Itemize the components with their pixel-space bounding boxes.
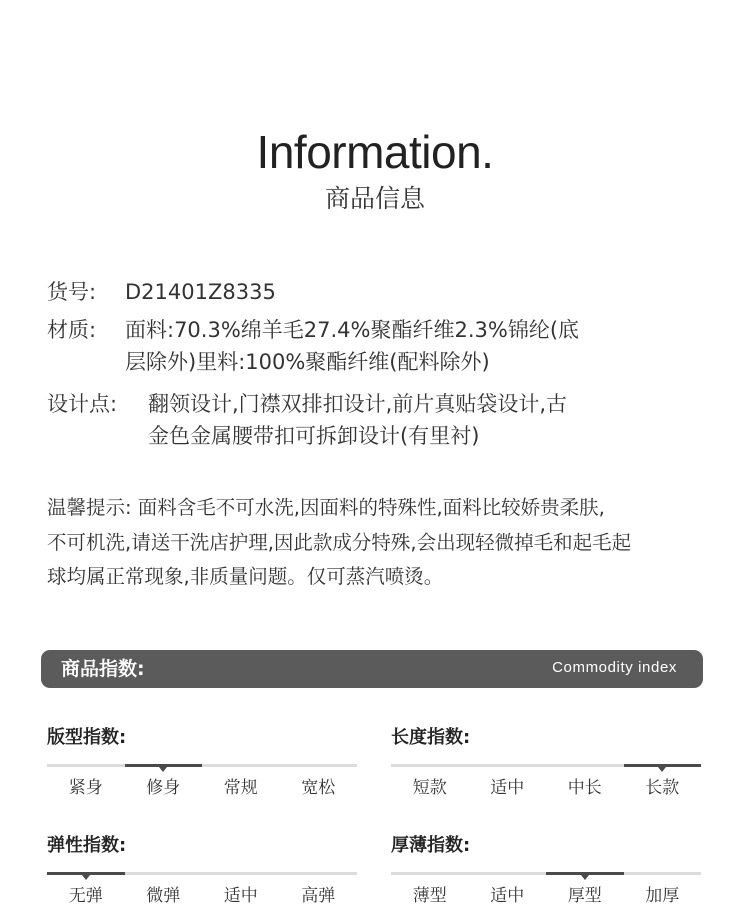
index-track (47, 764, 357, 767)
design-value (148, 388, 730, 452)
material-row (47, 314, 730, 378)
index-option: 微弹 (146, 886, 181, 906)
index-title: 弹性指数: (47, 835, 127, 856)
index-title: 厚薄指数: (391, 835, 471, 856)
index-option: 无弹 (68, 886, 103, 906)
length-index (391, 726, 701, 799)
index-option: 修身 (146, 778, 181, 798)
material-line-1: 面料:70.3%绵羊毛27.4%聚酯纤维2.3%锦纶(底 (125, 318, 580, 342)
care-tip (47, 491, 727, 595)
index-option: 厚型 (567, 886, 602, 906)
material-label: 材质: (47, 318, 97, 342)
title-english: Information. (256, 126, 494, 178)
material-line-2: 层除外)里料:100%聚酯纤维(配料除外) (125, 350, 490, 374)
index-option: 适中 (490, 778, 525, 798)
index-highlight (624, 764, 702, 767)
thickness-index (391, 834, 701, 907)
commodity-index-title: 商品指数: (61, 658, 145, 680)
design-line-2: 金色金属腰带扣可拆卸设计(有里衬) (148, 424, 480, 448)
commodity-index-subtitle: Commodity index (552, 659, 677, 676)
index-track (391, 764, 701, 767)
index-option: 短款 (412, 778, 447, 798)
design-row (47, 388, 730, 452)
care-tip-line-3: 球均属正常现象,非质量问题。仅可蒸汽喷烫。 (47, 565, 444, 588)
index-option: 紧身 (68, 778, 103, 798)
index-track (47, 872, 357, 875)
care-tip-line-1: 面料含毛不可水洗,因面料的特殊性,面料比较娇贵柔肤, (131, 496, 605, 519)
title-chinese: 商品信息 (324, 184, 425, 213)
index-track (391, 872, 701, 875)
material-value (125, 314, 730, 378)
index-option: 宽松 (301, 778, 336, 798)
index-option: 薄型 (412, 886, 447, 906)
index-title: 长度指数: (391, 727, 471, 748)
care-tip-line-2: 不可机洗,请送干洗店护理,因此款成分特殊,会出现轻微掉毛和起毛起 (47, 530, 632, 554)
index-title: 版型指数: (47, 727, 127, 748)
item-number-label: 货号: (47, 280, 97, 304)
elasticity-index (47, 834, 357, 907)
item-number-row (47, 276, 730, 308)
index-option: 常规 (223, 778, 258, 798)
design-line-1: 翻领设计,门襟双排扣设计,前片真贴袋设计,古 (148, 392, 568, 416)
index-option: 中长 (567, 778, 602, 798)
index-option: 长款 (645, 778, 680, 798)
index-highlight (47, 872, 125, 875)
item-number-value: D21401Z8335 (125, 280, 276, 304)
index-option: 高弹 (301, 886, 336, 906)
index-option: 适中 (223, 886, 258, 906)
fit-index (47, 726, 357, 799)
index-option: 加厚 (645, 886, 680, 906)
commodity-index-bar (41, 650, 703, 688)
design-label: 设计点: (47, 392, 118, 416)
index-highlight (125, 764, 203, 767)
index-option: 适中 (490, 886, 525, 906)
index-highlight (546, 872, 624, 875)
care-tip-label: 温馨提示: (47, 496, 132, 519)
